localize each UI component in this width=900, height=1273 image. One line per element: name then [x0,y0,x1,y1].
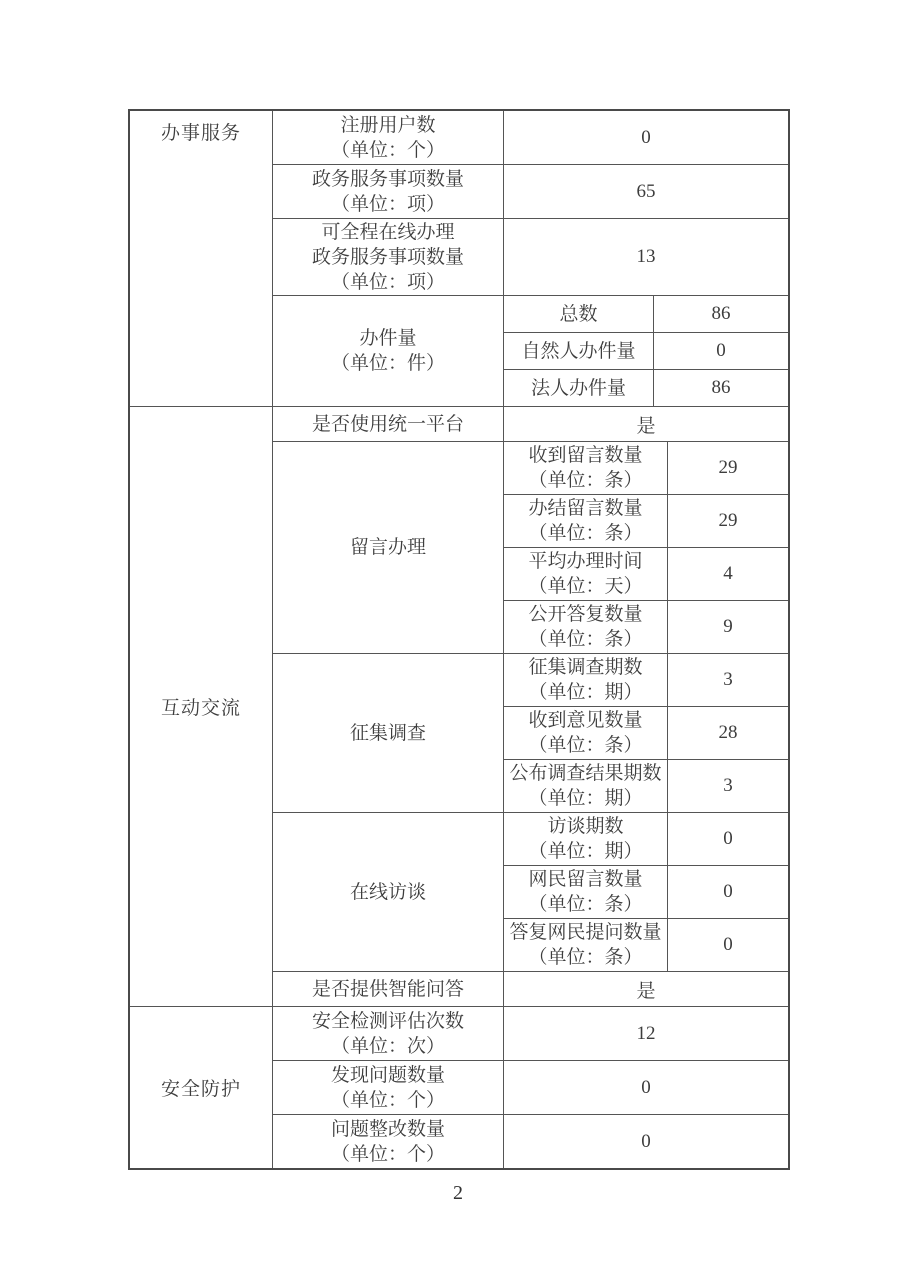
subrow [504,600,788,653]
section-rows [273,407,788,1006]
subrow-label-line: （单位：条） [528,523,643,544]
subrow-label-line: （单位：条） [528,470,643,491]
subrow-label-cell [504,601,668,653]
subrow-value: 4 [723,563,733,584]
subrow-label-line: 网民留言数量 [528,869,643,890]
subrow-value-cell [668,760,788,812]
row [273,1114,788,1168]
row-label-line: （单位：项） [330,271,445,293]
subrow-value-cell [668,919,788,971]
subrows [504,654,788,812]
subrow-value-cell [654,370,788,406]
category-cell [130,407,273,1006]
category-label: 办事服务 [160,123,241,144]
table-section [130,1006,788,1168]
subrow-label-cell [504,760,668,812]
subrow-value: 0 [723,934,733,955]
category-cell [130,1007,273,1168]
subrow-label-line: 平均办理时间 [528,551,643,572]
row [273,111,788,164]
subrow [504,654,788,706]
subrows [504,442,788,653]
subrow-label-line: 办结留言数量 [528,498,643,519]
row-label-line: 安全检测评估次数 [311,1010,464,1032]
row-label-line: 留言办理 [349,537,426,558]
row-label-line: （单位：个） [330,1143,445,1165]
row-value: 0 [641,1130,651,1152]
subrow-value: 29 [718,457,738,478]
row [273,971,788,1006]
row-value: 65 [636,180,656,202]
row-value: 12 [636,1022,656,1044]
row-label-line: 是否使用统一平台 [311,413,464,435]
subrow-value: 86 [711,303,731,324]
row-value: 0 [641,126,651,148]
subrow-value: 3 [723,669,733,690]
subrow-label-cell [504,548,668,600]
row-label-cell [273,813,504,971]
row-label-line: 办件量 [359,328,417,349]
subrow-label-line: （单位：条） [528,947,643,968]
subrow [504,865,788,918]
row-label-cell [273,654,504,812]
subrow-label-cell [504,333,654,369]
row [273,218,788,295]
subrow-value: 0 [716,340,726,361]
subrow [504,706,788,759]
row [273,812,788,971]
subrow-label-line: 收到意见数量 [528,710,643,731]
row-label-cell [273,1115,504,1168]
row-label-cell [273,219,504,295]
subrow-value: 29 [718,510,738,531]
row-label-cell [273,296,504,406]
section-rows [273,111,788,406]
row-label-line: （单位：个） [330,139,445,161]
subrow-label-line: （单位：条） [528,735,643,756]
row [273,295,788,406]
subrows [504,813,788,971]
row-value-cell [504,1115,788,1168]
subrow-value: 28 [718,722,738,743]
subrow-label-cell [504,495,668,547]
subrow-value: 3 [723,775,733,796]
row-value-cell [504,407,788,441]
report-table [128,109,790,1170]
subrow-value-cell [668,442,788,494]
subrow-label-line: 自然人办件量 [521,340,636,362]
subrow-label-line: （单位：天） [528,576,643,597]
subrow [504,547,788,600]
subrow-label-cell [504,370,654,406]
subrow-label-line: 收到留言数量 [528,445,643,466]
page-number: 2 [453,1182,463,1204]
row-value: 13 [636,246,656,267]
subrow-value: 86 [711,377,731,398]
row-label-line: （单位：件） [330,353,445,374]
subrow-value: 0 [723,828,733,849]
table-section [130,406,788,1006]
subrow-label-line: （单位：期） [528,682,643,703]
row-value: 是 [636,980,656,1002]
row [273,441,788,653]
row-label-cell [273,165,504,218]
subrows [504,296,788,406]
subrow-value-cell [668,601,788,653]
subrow-label-line: （单位：条） [528,894,643,915]
subrow-label-line: 法人办件量 [530,377,626,399]
subrow-label-cell [504,442,668,494]
subrow-value: 9 [723,616,733,637]
subrow [504,759,788,812]
subrow-value-cell [668,495,788,547]
subrow-label-line: 访谈期数 [547,816,624,837]
category-cell [130,111,273,406]
subrow [504,296,788,332]
row-label-line: 在线访谈 [349,881,426,903]
row-label-line: 政务服务事项数量 [311,168,464,190]
subrow [504,494,788,547]
row [273,1007,788,1060]
row-value-cell [504,219,788,295]
row-value: 是 [636,415,656,437]
subrow [504,369,788,406]
subrow [504,442,788,494]
subrow-label-cell [504,866,668,918]
subrow-value: 0 [723,881,733,902]
row-label-line: 注册用户数 [340,114,436,136]
row-value-cell [504,972,788,1006]
subrow-label-line: 总数 [559,303,598,325]
subrow-value-cell [668,813,788,865]
subrow-label-line: （单位：期） [528,788,643,809]
row-value-cell [504,111,788,164]
category-label: 安全防护 [160,1079,241,1100]
subrow-value-cell [668,548,788,600]
row-label-cell [273,1061,504,1114]
subrow-value-cell [668,866,788,918]
subrow-label-cell [504,813,668,865]
row-value-cell [504,165,788,218]
row [273,653,788,812]
row [273,407,788,441]
subrow-value-cell [654,296,788,332]
subrow-label-line: （单位：期） [528,841,643,862]
row-label-line: （单位：个） [330,1089,445,1111]
row-label-cell [273,111,504,164]
category-label: 互动交流 [160,698,241,719]
row-label-line: 发现问题数量 [330,1064,445,1086]
row-value-cell [504,1007,788,1060]
row-label-cell [273,972,504,1006]
subrow-label-cell [504,919,668,971]
row-value-cell [504,1061,788,1114]
row-label-line: 可全程在线办理 [321,221,455,243]
row-label-line: 征集调查 [349,722,426,744]
subrow-value-cell [668,654,788,706]
subrow [504,332,788,369]
subrow [504,918,788,971]
subrow-label-line: 公布调查结果期数 [509,763,662,784]
subrow-label-cell [504,707,668,759]
row-label-line: （单位：次） [330,1035,445,1057]
subrow-label-line: （单位：条） [528,629,643,650]
subrow-label-line: 征集调查期数 [528,657,643,678]
row-label-cell [273,1007,504,1060]
subrow [504,813,788,865]
row [273,164,788,218]
row-label-line: 是否提供智能问答 [311,978,464,1000]
subrow-label-line: 公开答复数量 [528,604,643,625]
section-rows [273,1007,788,1168]
subrow-value-cell [654,333,788,369]
row-label-line: 政务服务事项数量 [311,246,464,268]
subrow-label-cell [504,654,668,706]
row-value: 0 [641,1076,651,1098]
row-label-line: 问题整改数量 [330,1118,445,1140]
subrow-value-cell [668,707,788,759]
row-label-cell [273,442,504,653]
table-section [130,111,788,406]
subrow-label-cell [504,296,654,332]
row-label-line: （单位：项） [330,193,445,215]
row-label-cell [273,407,504,441]
row [273,1060,788,1114]
subrow-label-line: 答复网民提问数量 [509,922,662,943]
